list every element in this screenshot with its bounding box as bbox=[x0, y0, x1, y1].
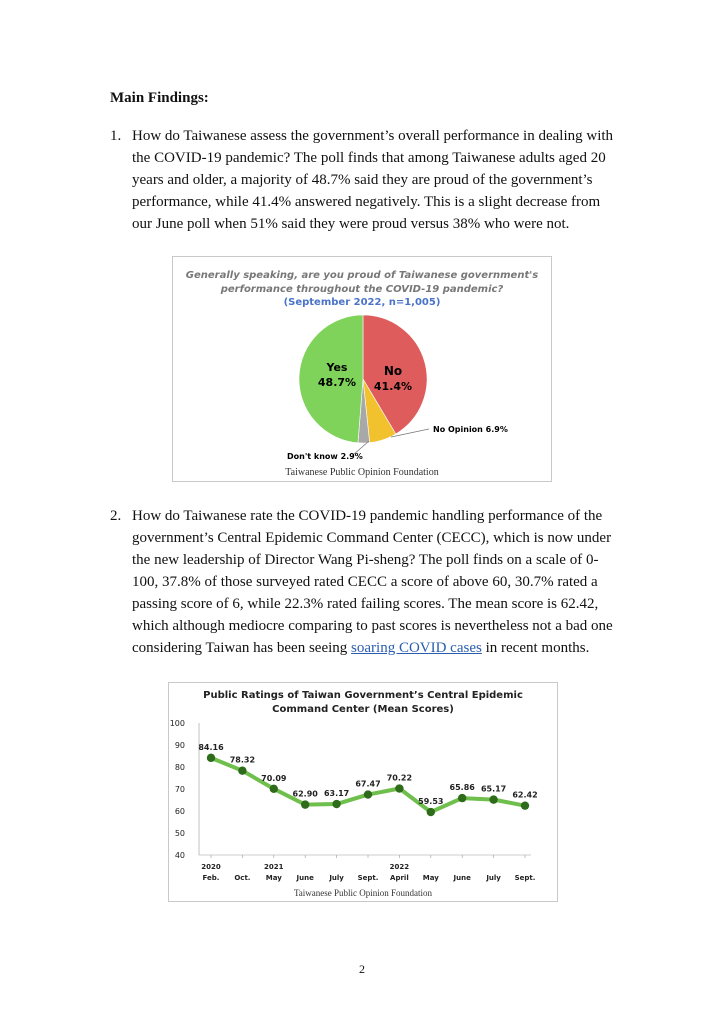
data-point-marker bbox=[458, 794, 466, 802]
data-value-label: 62.90 bbox=[292, 789, 318, 799]
section-heading: Main Findings: bbox=[110, 90, 209, 106]
x-category-label: June bbox=[296, 874, 314, 882]
data-value-label: 65.86 bbox=[449, 783, 475, 793]
data-point-marker bbox=[270, 785, 278, 793]
pie-chart-subtitle: (September 2022, n=1,005) bbox=[283, 297, 441, 308]
data-value-label: 67.47 bbox=[355, 779, 381, 789]
data-value-label: 59.53 bbox=[418, 797, 444, 807]
finding-1 bbox=[110, 125, 620, 235]
data-value-label: 70.22 bbox=[386, 773, 413, 783]
x-category-label: Sept. bbox=[357, 874, 379, 882]
x-year-label: 2020 bbox=[201, 863, 221, 871]
data-point-marker bbox=[207, 754, 215, 762]
finding-2-text bbox=[132, 505, 620, 659]
finding-2 bbox=[110, 505, 620, 659]
data-point-marker bbox=[364, 790, 372, 798]
soaring-covid-cases-link[interactable]: soaring COVID cases bbox=[351, 640, 482, 656]
x-category-label: Sept. bbox=[514, 874, 536, 882]
pie-value-yes: 48.7% bbox=[317, 376, 357, 389]
finding-2-text-end: in recent months. bbox=[481, 640, 590, 656]
data-point-marker bbox=[395, 784, 403, 792]
data-point-marker bbox=[427, 808, 435, 816]
data-point-marker bbox=[489, 795, 497, 803]
data-value-label: 63.17 bbox=[323, 789, 350, 799]
line-title-line-2: Command Center (Mean Scores) bbox=[272, 704, 454, 715]
pie-chart-source: Taiwanese Public Opinion Foundation bbox=[285, 467, 439, 478]
x-category-label: Oct. bbox=[234, 874, 251, 882]
data-point-marker bbox=[301, 800, 309, 808]
line-title-line-1: Public Ratings of Taiwan Government’s Central Epidemic bbox=[203, 690, 523, 701]
y-tick-label: 70 bbox=[174, 785, 185, 794]
x-category-label: July bbox=[486, 874, 501, 882]
x-year-label: 2021 bbox=[264, 863, 284, 871]
data-value-label: 65.17 bbox=[480, 784, 507, 794]
y-tick-label: 40 bbox=[174, 851, 185, 860]
y-tick-label: 90 bbox=[174, 741, 185, 750]
finding-1-number: 1. bbox=[110, 128, 122, 144]
data-point-marker bbox=[332, 800, 340, 808]
x-year-label: 2022 bbox=[389, 863, 410, 871]
x-category-label: May bbox=[422, 874, 439, 882]
pie-label-no-opinion: No Opinion 6.9% bbox=[433, 425, 508, 434]
data-value-label: 62.42 bbox=[512, 790, 538, 800]
y-tick-label: 60 bbox=[174, 807, 185, 816]
data-point-marker bbox=[238, 766, 246, 774]
data-value-label: 78.32 bbox=[229, 755, 256, 765]
y-tick-label: 100 bbox=[169, 719, 185, 728]
line-chart-figure bbox=[168, 682, 558, 902]
x-category-label: April bbox=[390, 874, 409, 882]
pie-chart-figure bbox=[172, 256, 552, 482]
line-chart bbox=[169, 683, 557, 901]
line-chart-source: Taiwanese Public Opinion Foundation bbox=[293, 888, 433, 898]
x-category-label: May bbox=[265, 874, 282, 882]
page-number: 2 bbox=[359, 962, 365, 976]
data-value-label: 84.16 bbox=[198, 742, 224, 752]
data-value-label: 70.09 bbox=[261, 773, 287, 783]
pie-label-dont-know: Don't know 2.9% bbox=[287, 452, 363, 461]
y-tick-label: 50 bbox=[174, 829, 185, 838]
x-category-label: June bbox=[453, 874, 471, 882]
data-point-marker bbox=[521, 801, 529, 809]
pie-title-line-2: performance throughout the COVID-19 pandemic? bbox=[220, 284, 504, 295]
pie-title-line-1: Generally speaking, are you proud of Taiwanese government's bbox=[185, 270, 539, 281]
x-category-label: Feb. bbox=[202, 874, 220, 882]
finding-2-text-start: How do Taiwanese rate the COVID-19 pandemic handling performance of the government’s Central Epidemic Command Center (CECC), which is now under the new leadership of Director Wang Pi-sheng? The poll finds on a scale of 0-100, 37.8% of those surveyed rated CECC a score of above 60, 30.7% rated a passing score of 6, while 22.3% rated failing scores. The mean score is 62.42, which although mediocre comparing to past scores is nevertheless not a bad one considering Taiwan has been seeing bbox=[132, 508, 613, 656]
pie-value-no: 41.4% bbox=[373, 380, 413, 393]
finding-2-number: 2. bbox=[110, 508, 122, 524]
pie-label-yes: Yes bbox=[326, 361, 348, 374]
finding-1-text: How do Taiwanese assess the government’s overall performance in dealing with the COVID-19 pandemic? The poll finds that among Taiwanese adults aged 20 years and older, a majority of 48.7% said they are proud of the government’s performance, while 41.4% answered negatively. This is a slight decrease from our June poll when 51% said they were proud versus 38% who were not. bbox=[132, 128, 614, 232]
pie-label-no: No bbox=[383, 364, 403, 378]
x-category-label: July bbox=[329, 874, 344, 882]
pie-chart-title bbox=[173, 269, 551, 297]
y-tick-label: 80 bbox=[174, 763, 185, 772]
